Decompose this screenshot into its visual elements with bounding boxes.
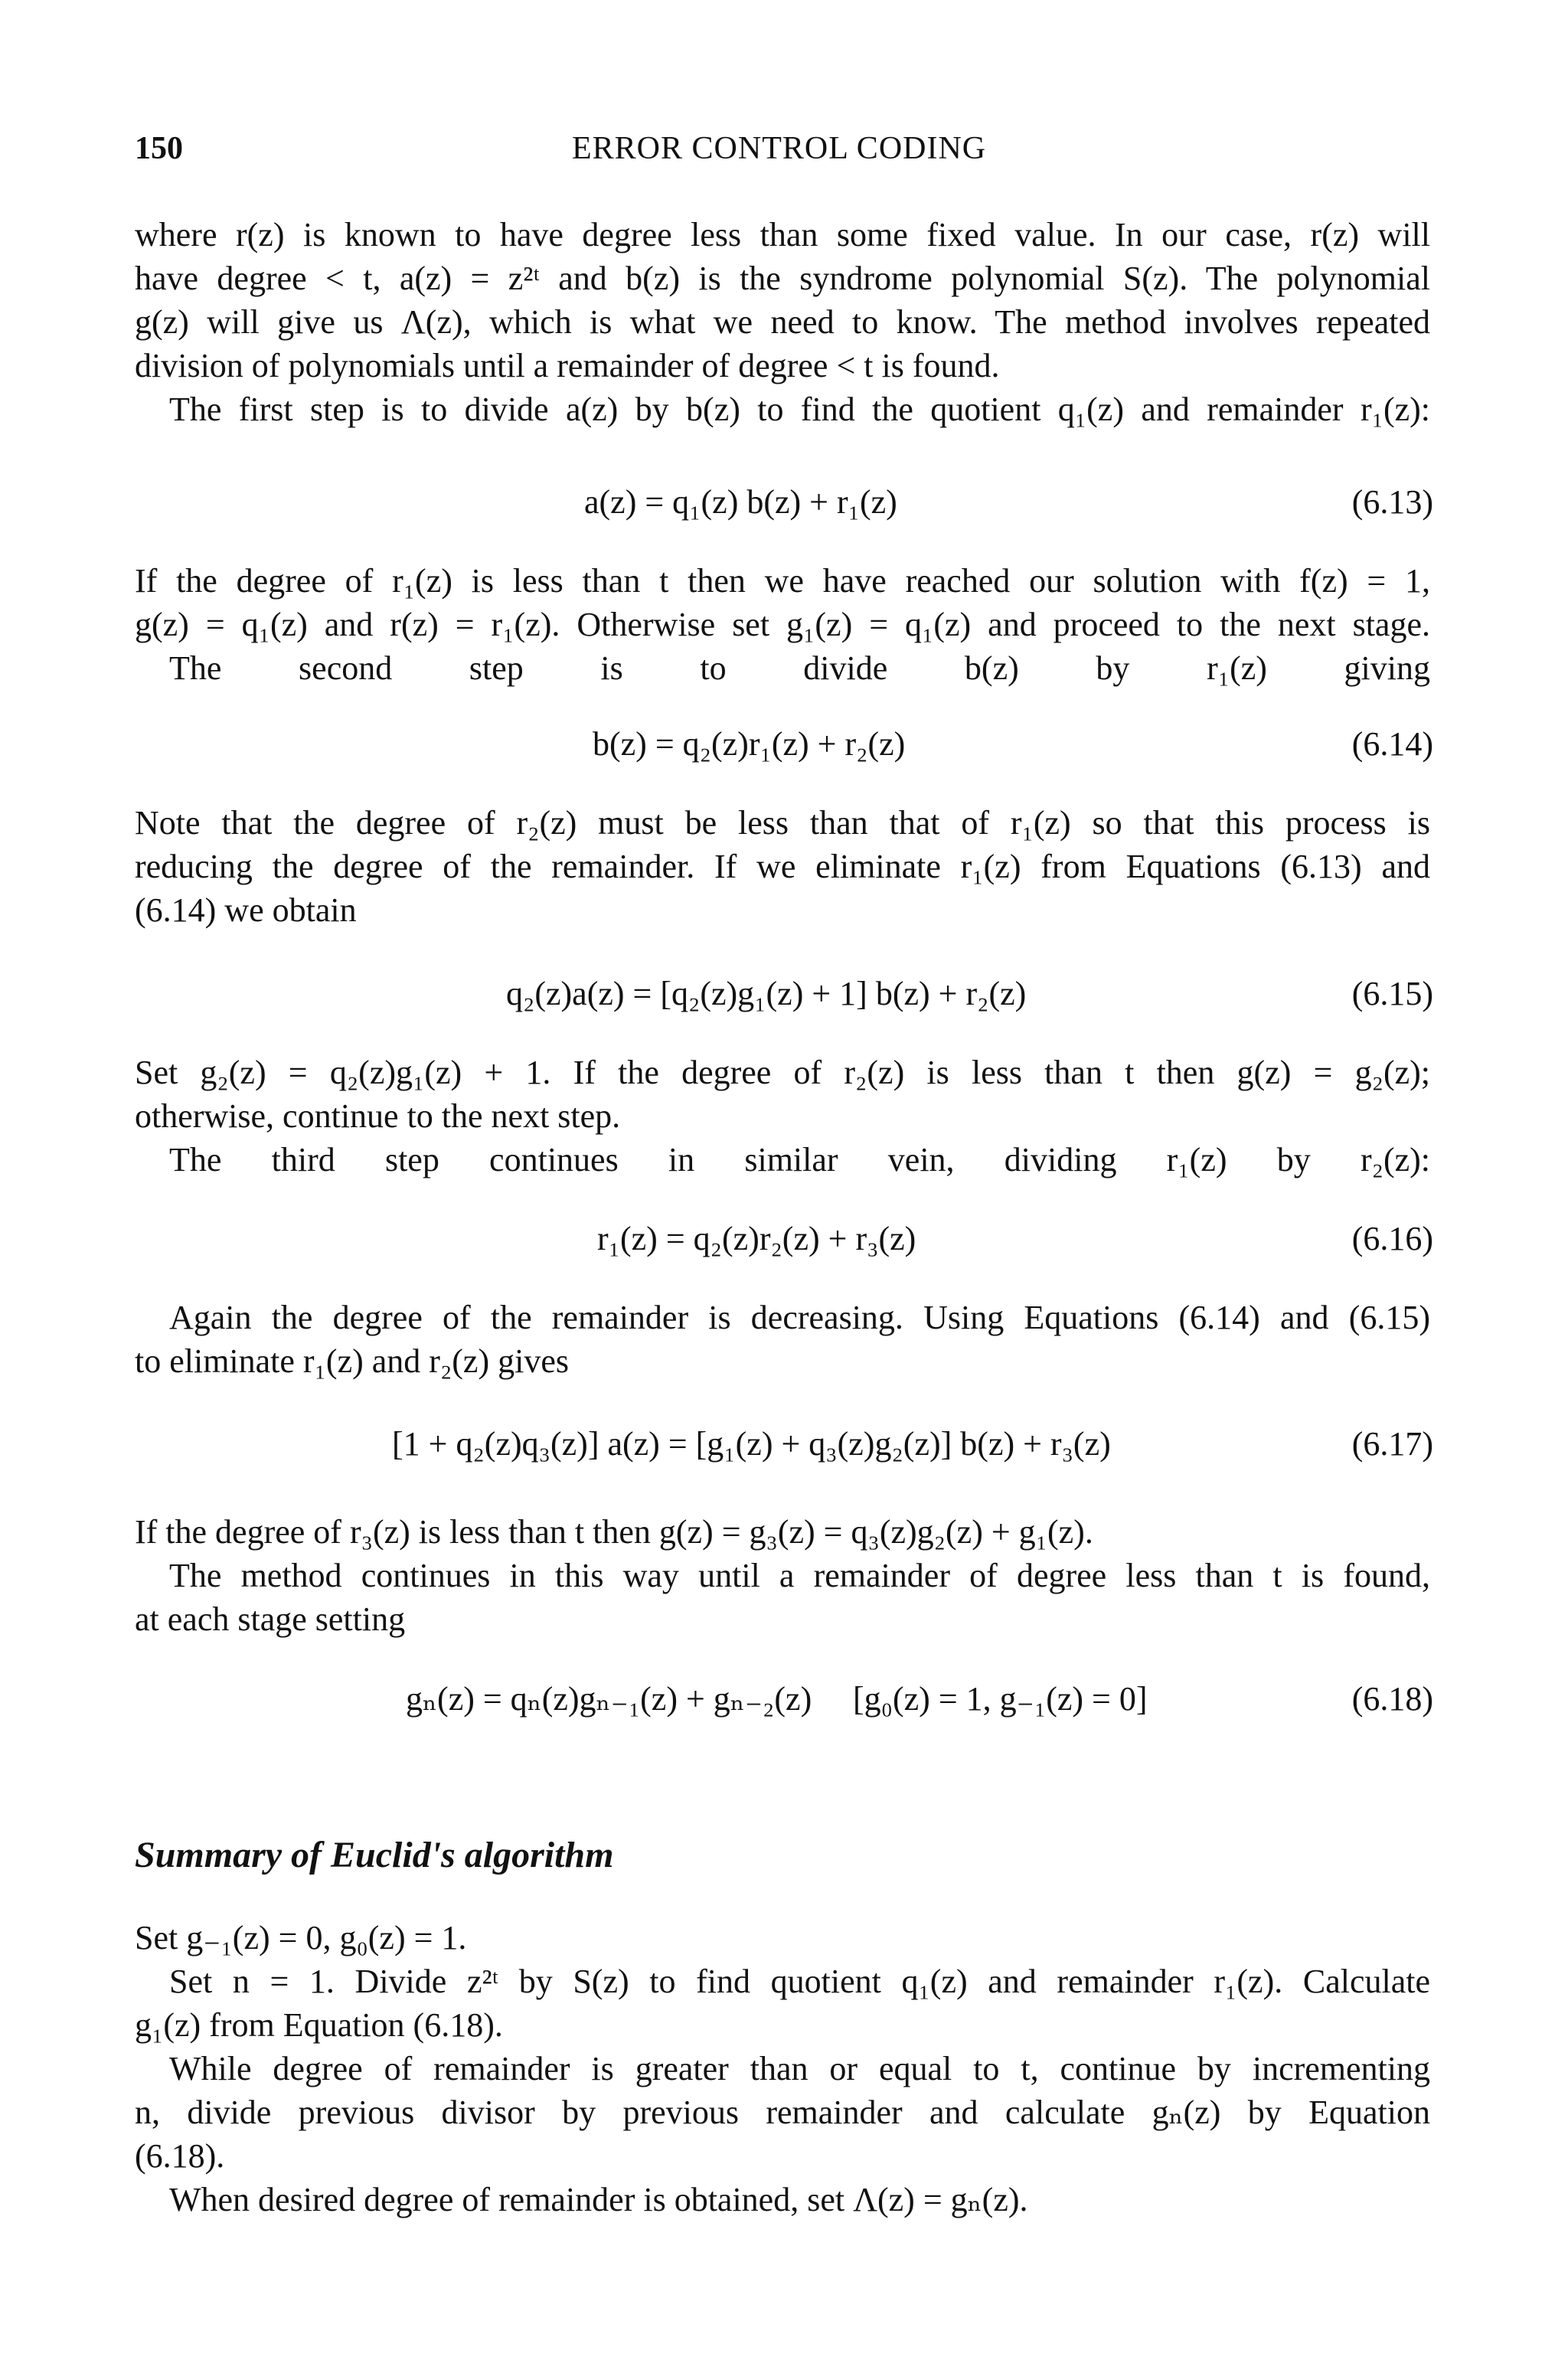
summary-step-1 <box>135 1916 1430 1960</box>
equation-6-16: r₁(z) = q₂(z)r₂(z) + r₃(z) <box>597 1220 916 1257</box>
text-line: reducing the degree of the remainder. If we eliminate r₁(z) from Equations (6.13) and <box>135 848 1430 885</box>
text-line: The first step is to divide a(z) by b(z) to find the quotient q₁(z) and remainder r₁(z): <box>169 391 1430 428</box>
text-line: (6.18). <box>135 2137 225 2175</box>
text-line: The third step continues in similar vein, dividing r₁(z) by r₂(z): <box>169 1141 1430 1178</box>
equation-6-18-condition: [g₀(z) = 1, g₋₁(z) = 0] <box>853 1680 1148 1718</box>
equation-number-6-16: (6.16) <box>1351 1220 1433 1257</box>
text-line: Note that the degree of r₂(z) must be less than that of r₁(z) so that this process is <box>135 804 1430 842</box>
equation-6-14: b(z) = q₂(z)r₁(z) + r₂(z) <box>593 725 906 763</box>
text-line: n, divide previous divisor by previous remainder and calculate gₙ(z) by Equation <box>135 2094 1430 2131</box>
summary-step-4 <box>135 2178 1430 2221</box>
equation-number-6-18: (6.18) <box>1351 1680 1433 1718</box>
text-line: While degree of remainder is greater than or equal to t, continue by incrementing <box>169 2050 1430 2087</box>
text-line: When desired degree of remainder is obtained, set Λ(z) = gₙ(z). <box>169 2181 1028 2218</box>
paragraph-method-continues <box>135 1554 1430 1641</box>
paragraph-first-step-result <box>135 559 1430 646</box>
paragraph-again <box>135 1296 1430 1383</box>
equation-number-6-14: (6.14) <box>1351 725 1433 763</box>
text-line: have degree < t, a(z) = z²ᵗ and b(z) is the syndrome polynomial S(z). The polynomial <box>135 260 1430 297</box>
paragraph-intro <box>135 213 1430 387</box>
paragraph-second-step <box>135 646 1430 690</box>
equation-number-6-17: (6.17) <box>1351 1425 1433 1463</box>
section-heading: Summary of Euclid's algorithm <box>135 1835 614 1875</box>
equation-6-17: [1 + q₂(z)q₃(z)] a(z) = [g₁(z) + q₃(z)g₂(z)] b(z) + r₃(z) <box>392 1425 1111 1463</box>
paragraph-set-g2 <box>135 1051 1430 1138</box>
text-line: otherwise, continue to the next step. <box>135 1097 621 1135</box>
text-line: If the degree of r₃(z) is less than t then g(z) = g₃(z) = q₃(z)g₂(z) + g₁(z). <box>135 1513 1093 1551</box>
text-line: at each stage setting <box>135 1600 406 1638</box>
summary-step-2 <box>135 1960 1430 2047</box>
paragraph-first-step <box>135 387 1430 431</box>
running-head: ERROR CONTROL CODING <box>572 131 987 166</box>
text-line: g(z) will give us Λ(z), which is what we need to know. The method involves repeated <box>135 303 1430 341</box>
text-line: Again the degree of the remainder is decreasing. Using Equations (6.14) and (6.15) <box>169 1299 1430 1336</box>
text-line: where r(z) is known to have degree less than some fixed value. In our case, r(z) will <box>135 216 1430 253</box>
equation-number-6-15: (6.15) <box>1351 975 1433 1012</box>
paragraph-third-step <box>135 1138 1430 1182</box>
equation-6-15: q₂(z)a(z) = [q₂(z)g₁(z) + 1] b(z) + r₂(z) <box>506 975 1027 1012</box>
text-line: g₁(z) from Equation (6.18). <box>135 2006 503 2044</box>
text-line: Set n = 1. Divide z²ᵗ by S(z) to find quotient q₁(z) and remainder r₁(z). Calculate <box>169 1963 1430 2000</box>
text-line: The method continues in this way until a remainder of degree less than t is found, <box>169 1557 1430 1594</box>
text-line: If the degree of r₁(z) is less than t then we have reached our solution with f(z) = 1, <box>135 562 1430 600</box>
text-line: division of polynomials until a remainder of degree < t is found. <box>135 347 1000 384</box>
text-line: to eliminate r₁(z) and r₂(z) gives <box>135 1342 569 1380</box>
equation-number-6-13: (6.13) <box>1351 483 1433 521</box>
equation-6-13: a(z) = q₁(z) b(z) + r₁(z) <box>584 483 897 521</box>
text-line: (6.14) we obtain <box>135 891 357 929</box>
text-line: Set g₋₁(z) = 0, g₀(z) = 1. <box>135 1919 467 1956</box>
summary-step-3 <box>135 2047 1430 2178</box>
paragraph-note <box>135 801 1430 932</box>
text-line: The second step is to divide b(z) by r₁(z) giving <box>169 649 1430 687</box>
text-line: Set g₂(z) = q₂(z)g₁(z) + 1. If the degree of r₂(z) is less than t then g(z) = g₂(z); <box>135 1054 1430 1091</box>
text-line: g(z) = q₁(z) and r(z) = r₁(z). Otherwise set g₁(z) = q₁(z) and proceed to the next stage. <box>135 606 1430 643</box>
paragraph-third-result <box>135 1510 1430 1554</box>
page-number: 150 <box>135 131 183 166</box>
equation-6-18: gₙ(z) = qₙ(z)gₙ₋₁(z) + gₙ₋₂(z) <box>406 1680 812 1718</box>
